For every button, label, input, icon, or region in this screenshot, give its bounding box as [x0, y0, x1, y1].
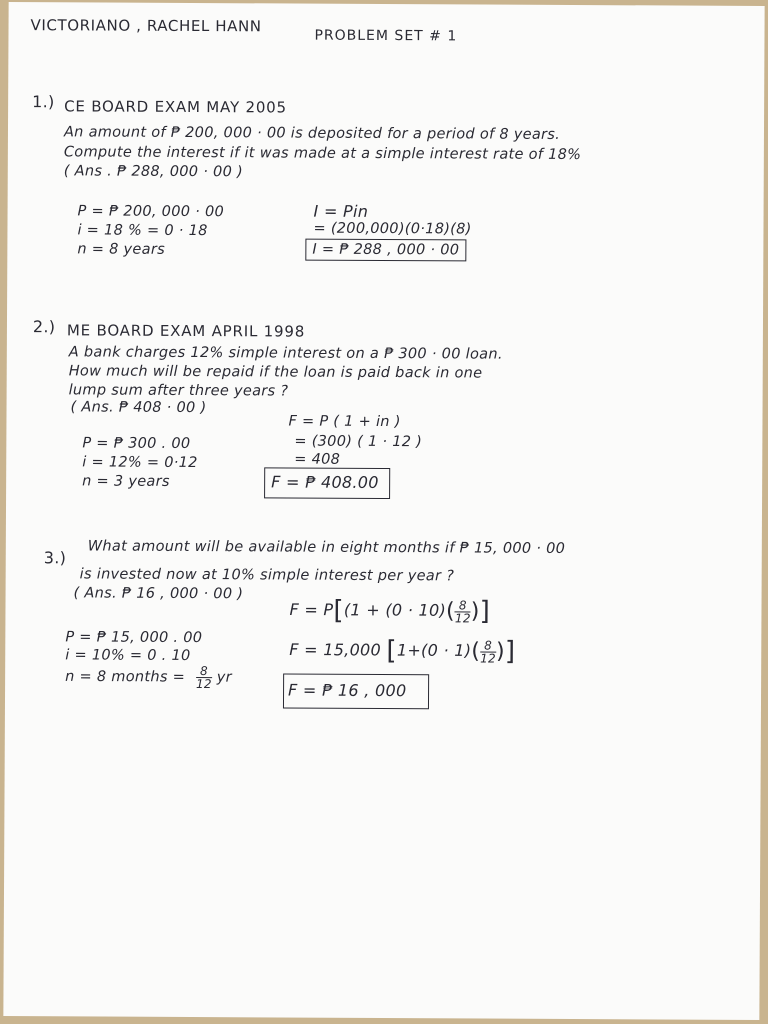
problem-2-statement-line: A bank charges 12% simple interest on a ₱ 300 · 00 loan.: [68, 344, 503, 363]
problem-1-statement-line: An amount of ₱ 200, 000 · 00 is deposited for a period of 8 years.: [63, 124, 561, 143]
problem-3-substitution-inner: 1+(0 · 1): [396, 640, 472, 660]
problem-2-statement-line: lump sum after three years ?: [68, 382, 289, 400]
problem-2-given-p: P = ₱ 300 . 00: [82, 435, 191, 452]
problem-3-given-n: n = 8 months = $\frac{8}{12}$ yr: [65, 664, 233, 692]
problem-3-final-answer: F = ₱ 16 , 000: [283, 673, 430, 709]
problem-3-formula-lead: F = P: [289, 600, 334, 620]
problem-set-title: PROBLEM SET # 1: [314, 27, 458, 45]
problem-3-given-i: i = 10% = 0 . 10: [65, 647, 191, 664]
problem-1-statement-line: Compute the interest if it was made at a simple interest rate of 18%: [63, 144, 582, 164]
problem-2-given-i: i = 12% = 0·12: [82, 454, 198, 472]
problem-1-given-i: i = 18 % = 0 · 18: [77, 222, 208, 240]
problem-3-formula-inner: (1 + (0 · 10): [343, 600, 447, 620]
problem-2-number: 2.): [32, 317, 56, 337]
problem-3-formula: F = P[(1 + (0 · 10)( $\frac{8}{12}$ )]: [289, 595, 491, 627]
problem-3-statement-line: What amount will be available in eight months if ₱ 15, 000 · 00: [87, 538, 566, 557]
worksheet-page: [3, 2, 764, 1020]
problem-2-title: ME BOARD EXAM APRIL 1998: [66, 321, 306, 341]
problem-1-given-p: P = ₱ 200, 000 · 00: [77, 203, 225, 221]
problem-3-n-fraction: $\frac{8}{12}$: [195, 664, 212, 692]
problem-1-given-n: n = 8 years: [77, 241, 166, 258]
problem-2-given-n: n = 3 years: [82, 473, 170, 490]
problem-2-statement-line: How much will be repaid if the loan is paid back in one: [68, 363, 483, 382]
problem-2-formula: F = P ( 1 + in ): [288, 413, 401, 431]
problem-3-substitution-lead: F = 15,000: [289, 640, 382, 660]
problem-2-final-answer: F = ₱ 408.00: [264, 467, 390, 499]
problem-1-substitution: = (200,000)(0·18)(8): [313, 220, 472, 238]
problem-2-result: = 408: [294, 451, 341, 468]
problem-3-formula-fraction: $\frac{8}{12}$: [454, 597, 471, 625]
problem-2-substitution: = (300) ( 1 · 12 ): [294, 433, 423, 451]
problem-3-number: 3.): [43, 548, 67, 568]
problem-2-answer-note: ( Ans. ₱ 408 · 00 ): [70, 399, 207, 417]
problem-1-final-answer: I = ₱ 288 , 000 · 00: [305, 239, 466, 262]
problem-3-answer-note: ( Ans. ₱ 16 , 000 · 00 ): [73, 585, 244, 603]
problem-3-substitution: F = 15,000 [1+(0 · 1)( $\frac{8}{12}$ )]: [289, 636, 516, 667]
student-name: VICTORIANO , RACHEL HANN: [30, 16, 262, 36]
problem-3-given-p: P = ₱ 15, 000 . 00: [65, 629, 203, 647]
problem-1-title: CE BOARD EXAM MAY 2005: [64, 97, 287, 117]
problem-1-formula: I = Pin: [313, 201, 369, 221]
problem-3-statement-line: is invested now at 10% simple interest per year ?: [79, 566, 455, 585]
problem-3-substitution-fraction: $\frac{8}{12}$: [480, 638, 497, 666]
problem-1-number: 1.): [32, 92, 55, 112]
problem-1-answer-note: ( Ans . ₱ 288, 000 · 00 ): [63, 163, 244, 181]
